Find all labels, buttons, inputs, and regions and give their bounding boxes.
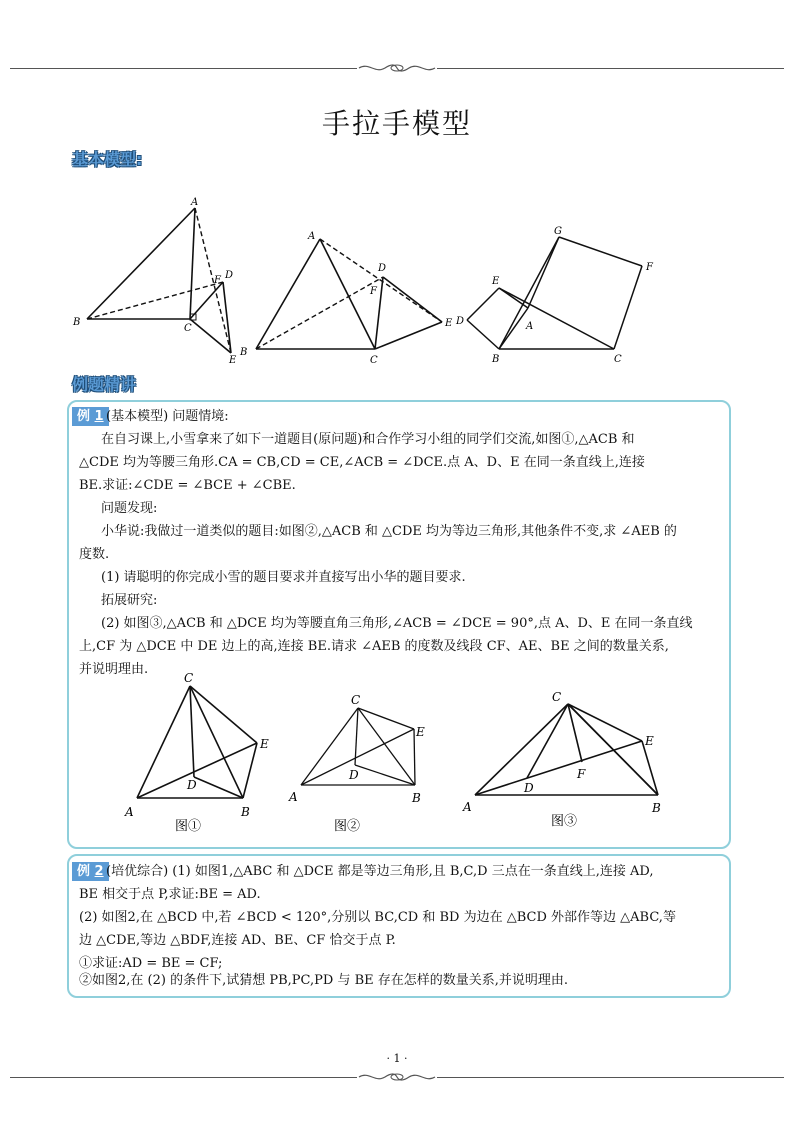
example-2-line-3: 边 △CDE,等边 △BDF,连接 AD、BE、CF 恰交于点 P. — [79, 933, 396, 948]
example-1-line-1: 在自习课上,小雪拿来了如下一道题目(原问题)和合作学习小组的同学们交流,如图①,△ACB 和 — [101, 432, 635, 447]
page-title: 手拉手模型 — [321, 107, 472, 140]
example-1-line-8: 拓展研究: — [101, 593, 158, 608]
example-1-figure-3 — [458, 685, 678, 840]
example-1-line-6: 度数. — [79, 547, 110, 562]
label-E: E — [645, 734, 654, 748]
label-B: B — [492, 354, 500, 365]
label-A: A — [125, 805, 134, 819]
basic-model-figure-3 — [450, 222, 660, 367]
caption-fig3: 图③ — [551, 814, 578, 829]
label-B: B — [241, 805, 250, 819]
basic-model-figure-2 — [235, 225, 460, 370]
example-1-badge: 例 1 — [72, 407, 109, 426]
label-A: A — [289, 790, 298, 804]
label-A: A — [526, 321, 534, 332]
label-C: C — [184, 671, 194, 685]
label-C: C — [370, 355, 378, 366]
label-F: F — [214, 275, 221, 286]
example-1-line-11: 并说明理由. — [79, 662, 149, 677]
example-2-line-4: ①求证:AD = BE = CF; — [79, 956, 223, 971]
example-2-line-2: (2) 如图2,在 △BCD 中,若 ∠BCD < 120°,分别以 BC,CD 和 BD 为边在 △BCD 外部作等边 △ABC,等 — [79, 910, 676, 925]
label-D: D — [378, 263, 387, 274]
example-1-line-2: △CDE 均为等腰三角形.CA = CB,CD = CE,∠ACB = ∠DCE.点 A、D、E 在同一条直线上,连接 — [79, 455, 645, 470]
label-B: B — [73, 317, 81, 328]
header-ornament-icon — [357, 61, 437, 75]
label-D: D — [225, 270, 234, 281]
example-2-line-1: BE 相交于点 P,求证:BE = AD. — [79, 887, 261, 902]
basic-model-figure-1 — [68, 195, 248, 365]
example-1-line-4: 问题发现: — [101, 501, 158, 516]
example-1-line-0: (基本模型) 问题情境: — [106, 409, 229, 424]
label-D: D — [524, 781, 534, 795]
label-E: E — [416, 725, 425, 739]
label-C: C — [351, 693, 361, 707]
label-F: F — [646, 262, 653, 273]
example-1-line-7: (1) 请聪明的你完成小雪的题目要求并直接写出小华的题目要求. — [101, 570, 466, 585]
label-A: A — [308, 231, 316, 242]
example-1-line-10: 上,CF 为 △DCE 中 DE 边上的高,连接 BE.请求 ∠AEB 的度数及线段 CF、AE、BE 之间的数量关系, — [79, 639, 669, 654]
label-B: B — [240, 347, 248, 358]
label-E: E — [260, 737, 269, 751]
label-B: B — [412, 791, 421, 805]
example-2-line-5: ②如图2,在 (2) 的条件下,试猜想 PB,PC,PD 与 BE 存在怎样的数量关系,并说明理由. — [79, 973, 569, 988]
label-E: E — [445, 318, 453, 329]
section-basic-model: 基本模型: — [72, 150, 143, 169]
label-C: C — [552, 690, 562, 704]
label-G: G — [554, 226, 562, 237]
label-E: E — [492, 276, 500, 287]
label-B: B — [652, 801, 661, 815]
example-2-badge: 例 2 — [72, 862, 109, 881]
label-C: C — [184, 323, 192, 334]
label-C: C — [614, 354, 622, 365]
footer-ornament-icon — [357, 1070, 437, 1084]
caption-fig2: 图② — [334, 819, 361, 834]
label-A: A — [463, 800, 472, 814]
label-F: F — [577, 767, 586, 781]
label-D: D — [187, 778, 197, 792]
label-E: E — [229, 355, 237, 365]
example-2-line-0: (培优综合) (1) 如图1,△ABC 和 △DCE 都是等边三角形,且 B,C,D 三点在一条直线上,连接 AD, — [106, 864, 654, 879]
caption-fig1: 图① — [175, 819, 202, 834]
example-1-line-5: 小华说:我做过一道类似的题目:如图②,△ACB 和 △CDE 均为等边三角形,其他条件不变,求 ∠AEB 的 — [101, 524, 677, 539]
example-1-figure-2 — [285, 690, 435, 840]
page-number: · 1 · — [386, 1052, 408, 1065]
example-1-line-3: BE.求证:∠CDE = ∠BCE + ∠CBE. — [79, 478, 296, 493]
label-D: D — [349, 768, 359, 782]
example-1-figure-1 — [120, 668, 290, 838]
example-1-line-9: (2) 如图③,△ACB 和 △DCE 均为等腰直角三角形,∠ACB = ∠DCE = 90°,点 A、D、E 在同一条直线 — [101, 616, 693, 631]
label-A: A — [191, 197, 199, 208]
label-F: F — [370, 286, 377, 297]
section-examples: 例题精讲 — [72, 375, 137, 394]
label-D: D — [456, 316, 465, 327]
